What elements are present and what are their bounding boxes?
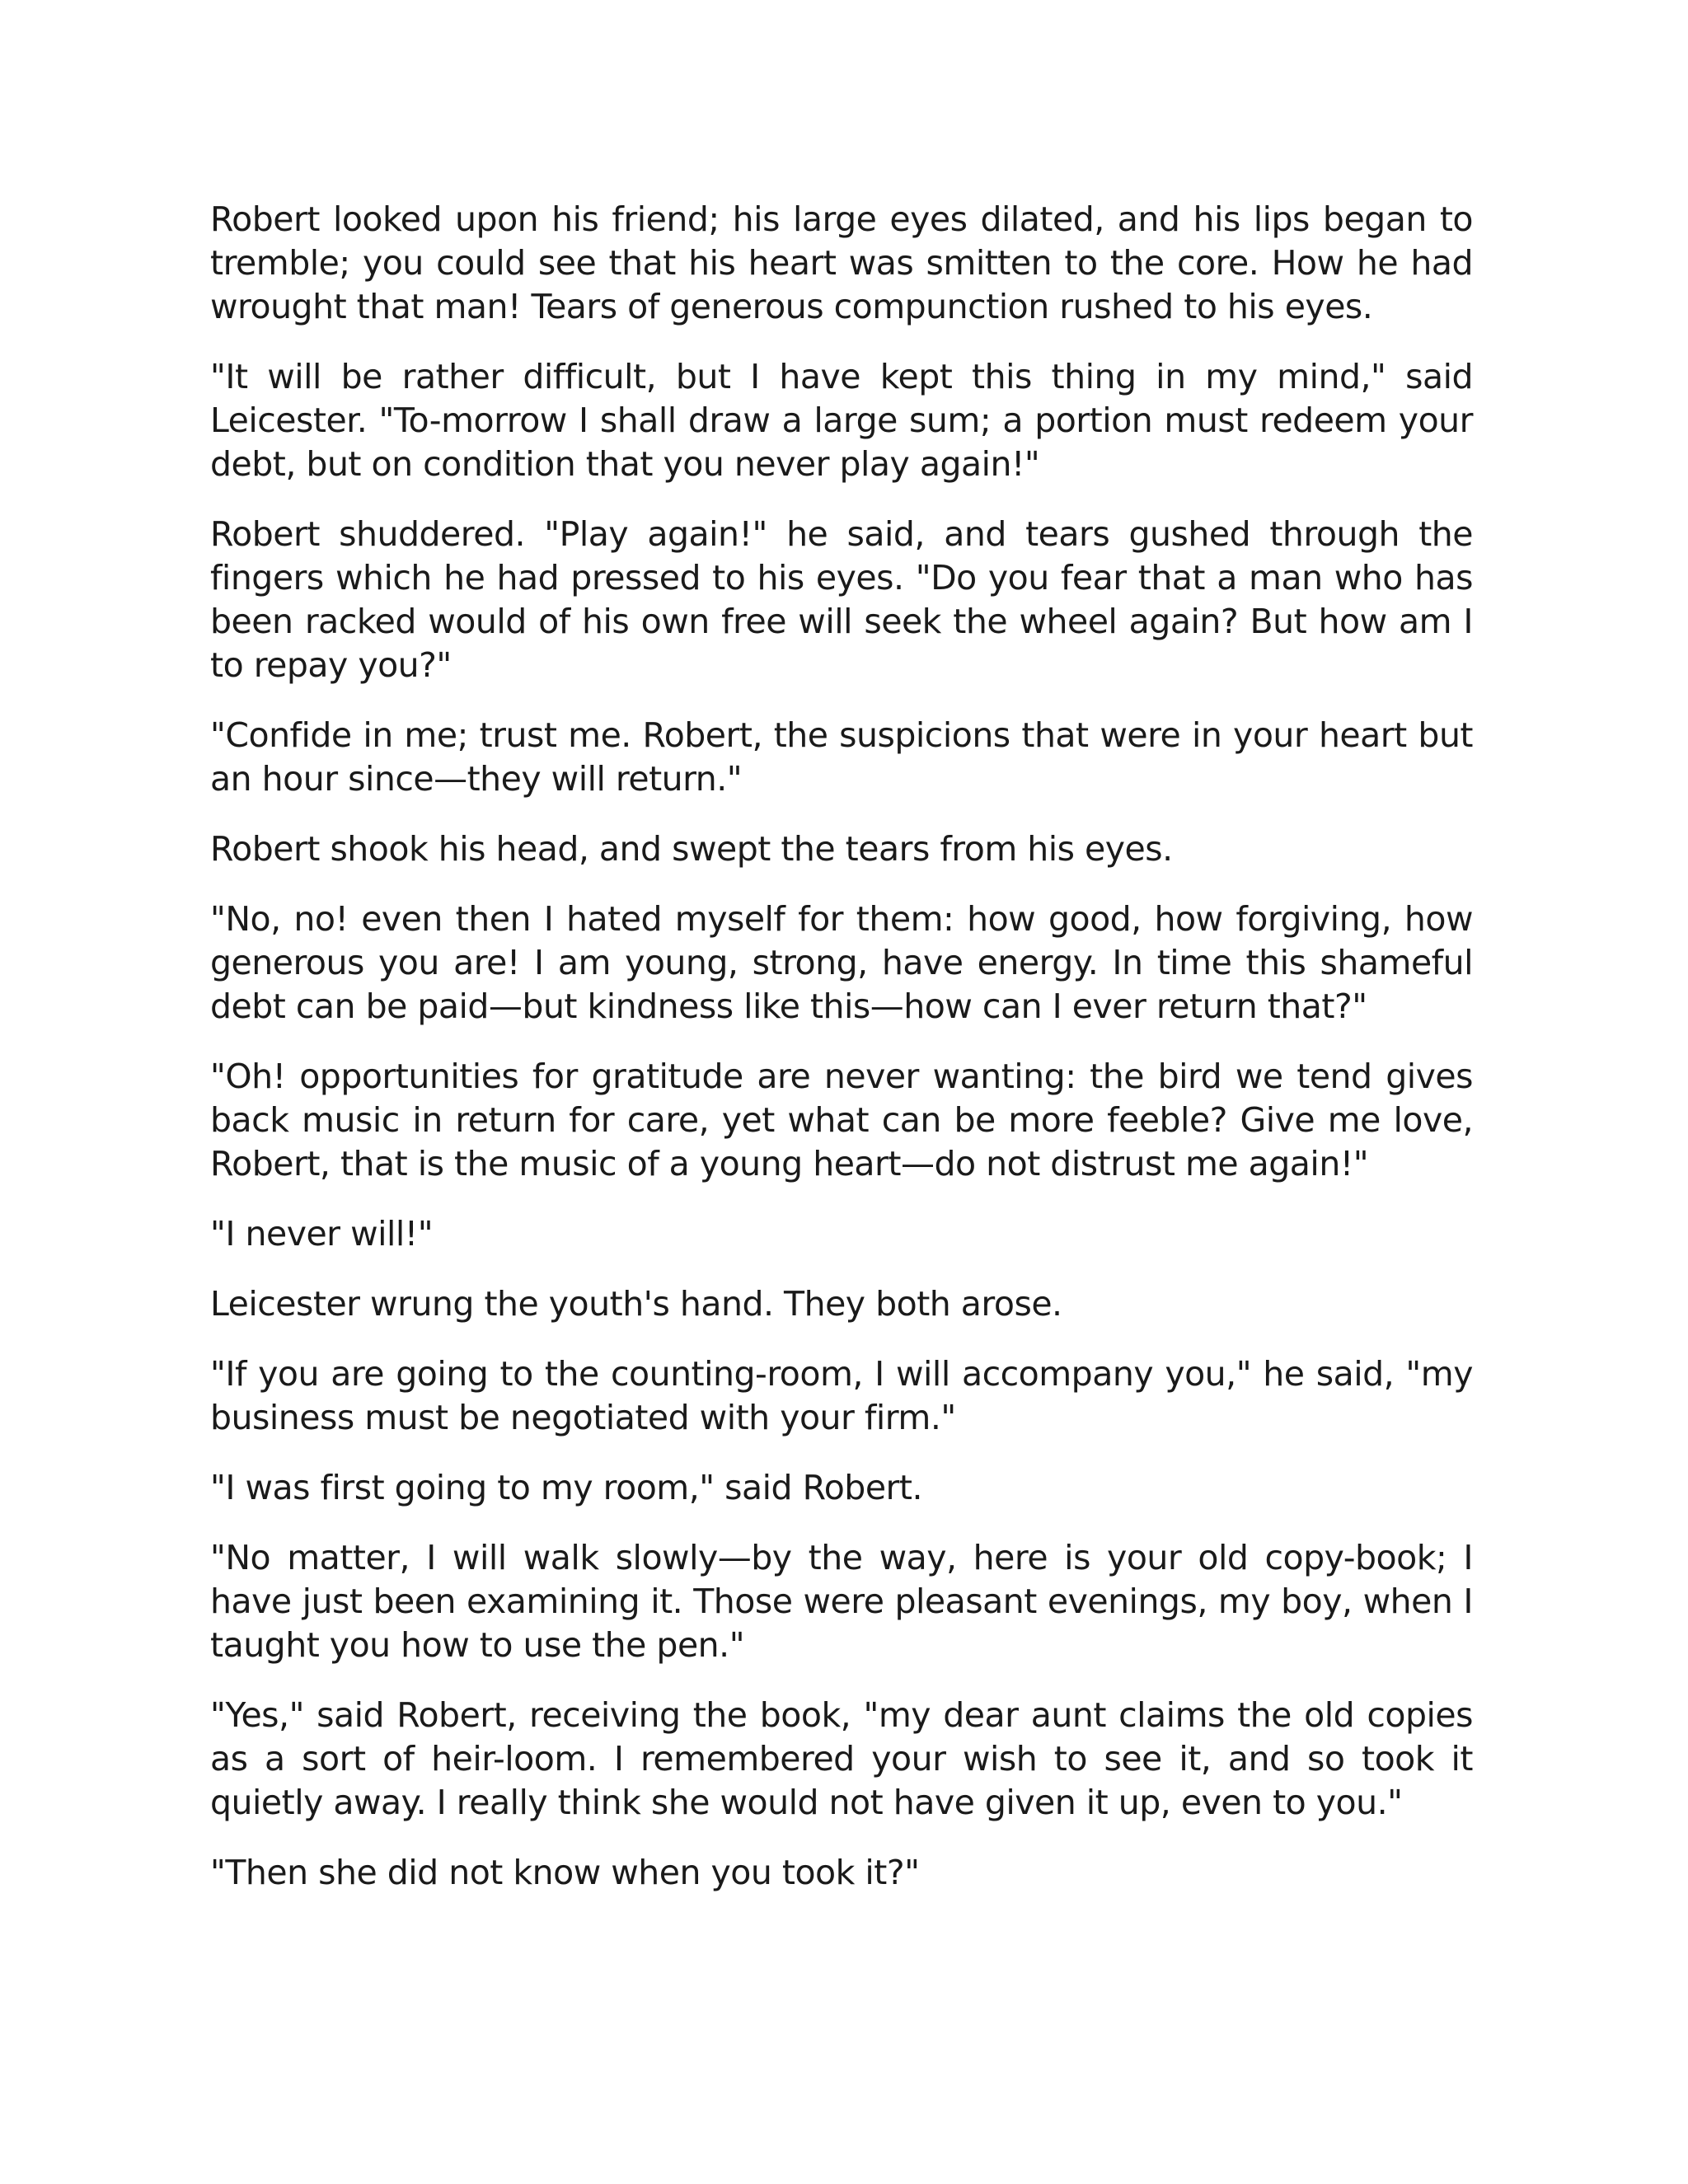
paragraph: Leicester wrung the youth's hand. They both arose. xyxy=(210,1284,1062,1324)
paragraph: "I never will!" xyxy=(210,1214,434,1254)
paragraph: Robert shook his head, and swept the tears from his eyes. xyxy=(210,829,1173,869)
paragraph: "If you are going to the counting-room, I will accompany you," he said, "my business must be negotiated with your firm." xyxy=(210,1354,1473,1437)
paragraph: "No, no! even then I hated myself for them: how good, how forgiving, how generous you are! I am young, strong, have energy. In time this shameful debt can be paid—but kindness like this—how can I ever return that?" xyxy=(210,899,1473,1026)
paragraph: Robert shuddered. "Play again!" he said, and tears gushed through the fingers which he had pressed to his eyes. "Do you fear that a man who has been racked would of his own free will seek the wheel again? But how am I to repay you?" xyxy=(210,514,1473,685)
paragraph: "Confide in me; trust me. Robert, the suspicions that were in your heart but an hour since—they will return." xyxy=(210,715,1473,799)
paragraph: "No matter, I will walk slowly—by the way, here is your old copy-book; I have just been examining it. Those were pleasant evenings, my boy, when I taught you how to use the pen." xyxy=(210,1538,1473,1665)
paragraph: "Yes," said Robert, receiving the book, "my dear aunt claims the old copies as a sort of heir-loom. I remembered your wish to see it, and so took it quietly away. I really think she would not have given it up, even to you." xyxy=(210,1695,1473,1822)
paragraph: "I was first going to my room," said Robert. xyxy=(210,1468,923,1507)
paragraph: "Then she did not know when you took it?" xyxy=(210,1853,920,1892)
paragraph: "It will be rather difficult, but I have kept this thing in my mind," said Leicester. "To-morrow I shall draw a large sum; a portion must redeem your debt, but on condition that you never play again!" xyxy=(210,357,1473,484)
paragraph: Robert looked upon his friend; his large eyes dilated, and his lips began to tremble; you could see that his heart was smitten to the core. How he had wrought that man! Tears of generous compunction rushed to his eyes. xyxy=(210,199,1473,326)
document-body xyxy=(210,198,1473,1921)
paragraph: "Oh! opportunities for gratitude are never wanting: the bird we tend gives back music in return for care, yet what can be more feeble? Give me love, Robert, that is the music of a young heart—do not distrust me again!" xyxy=(210,1057,1473,1183)
